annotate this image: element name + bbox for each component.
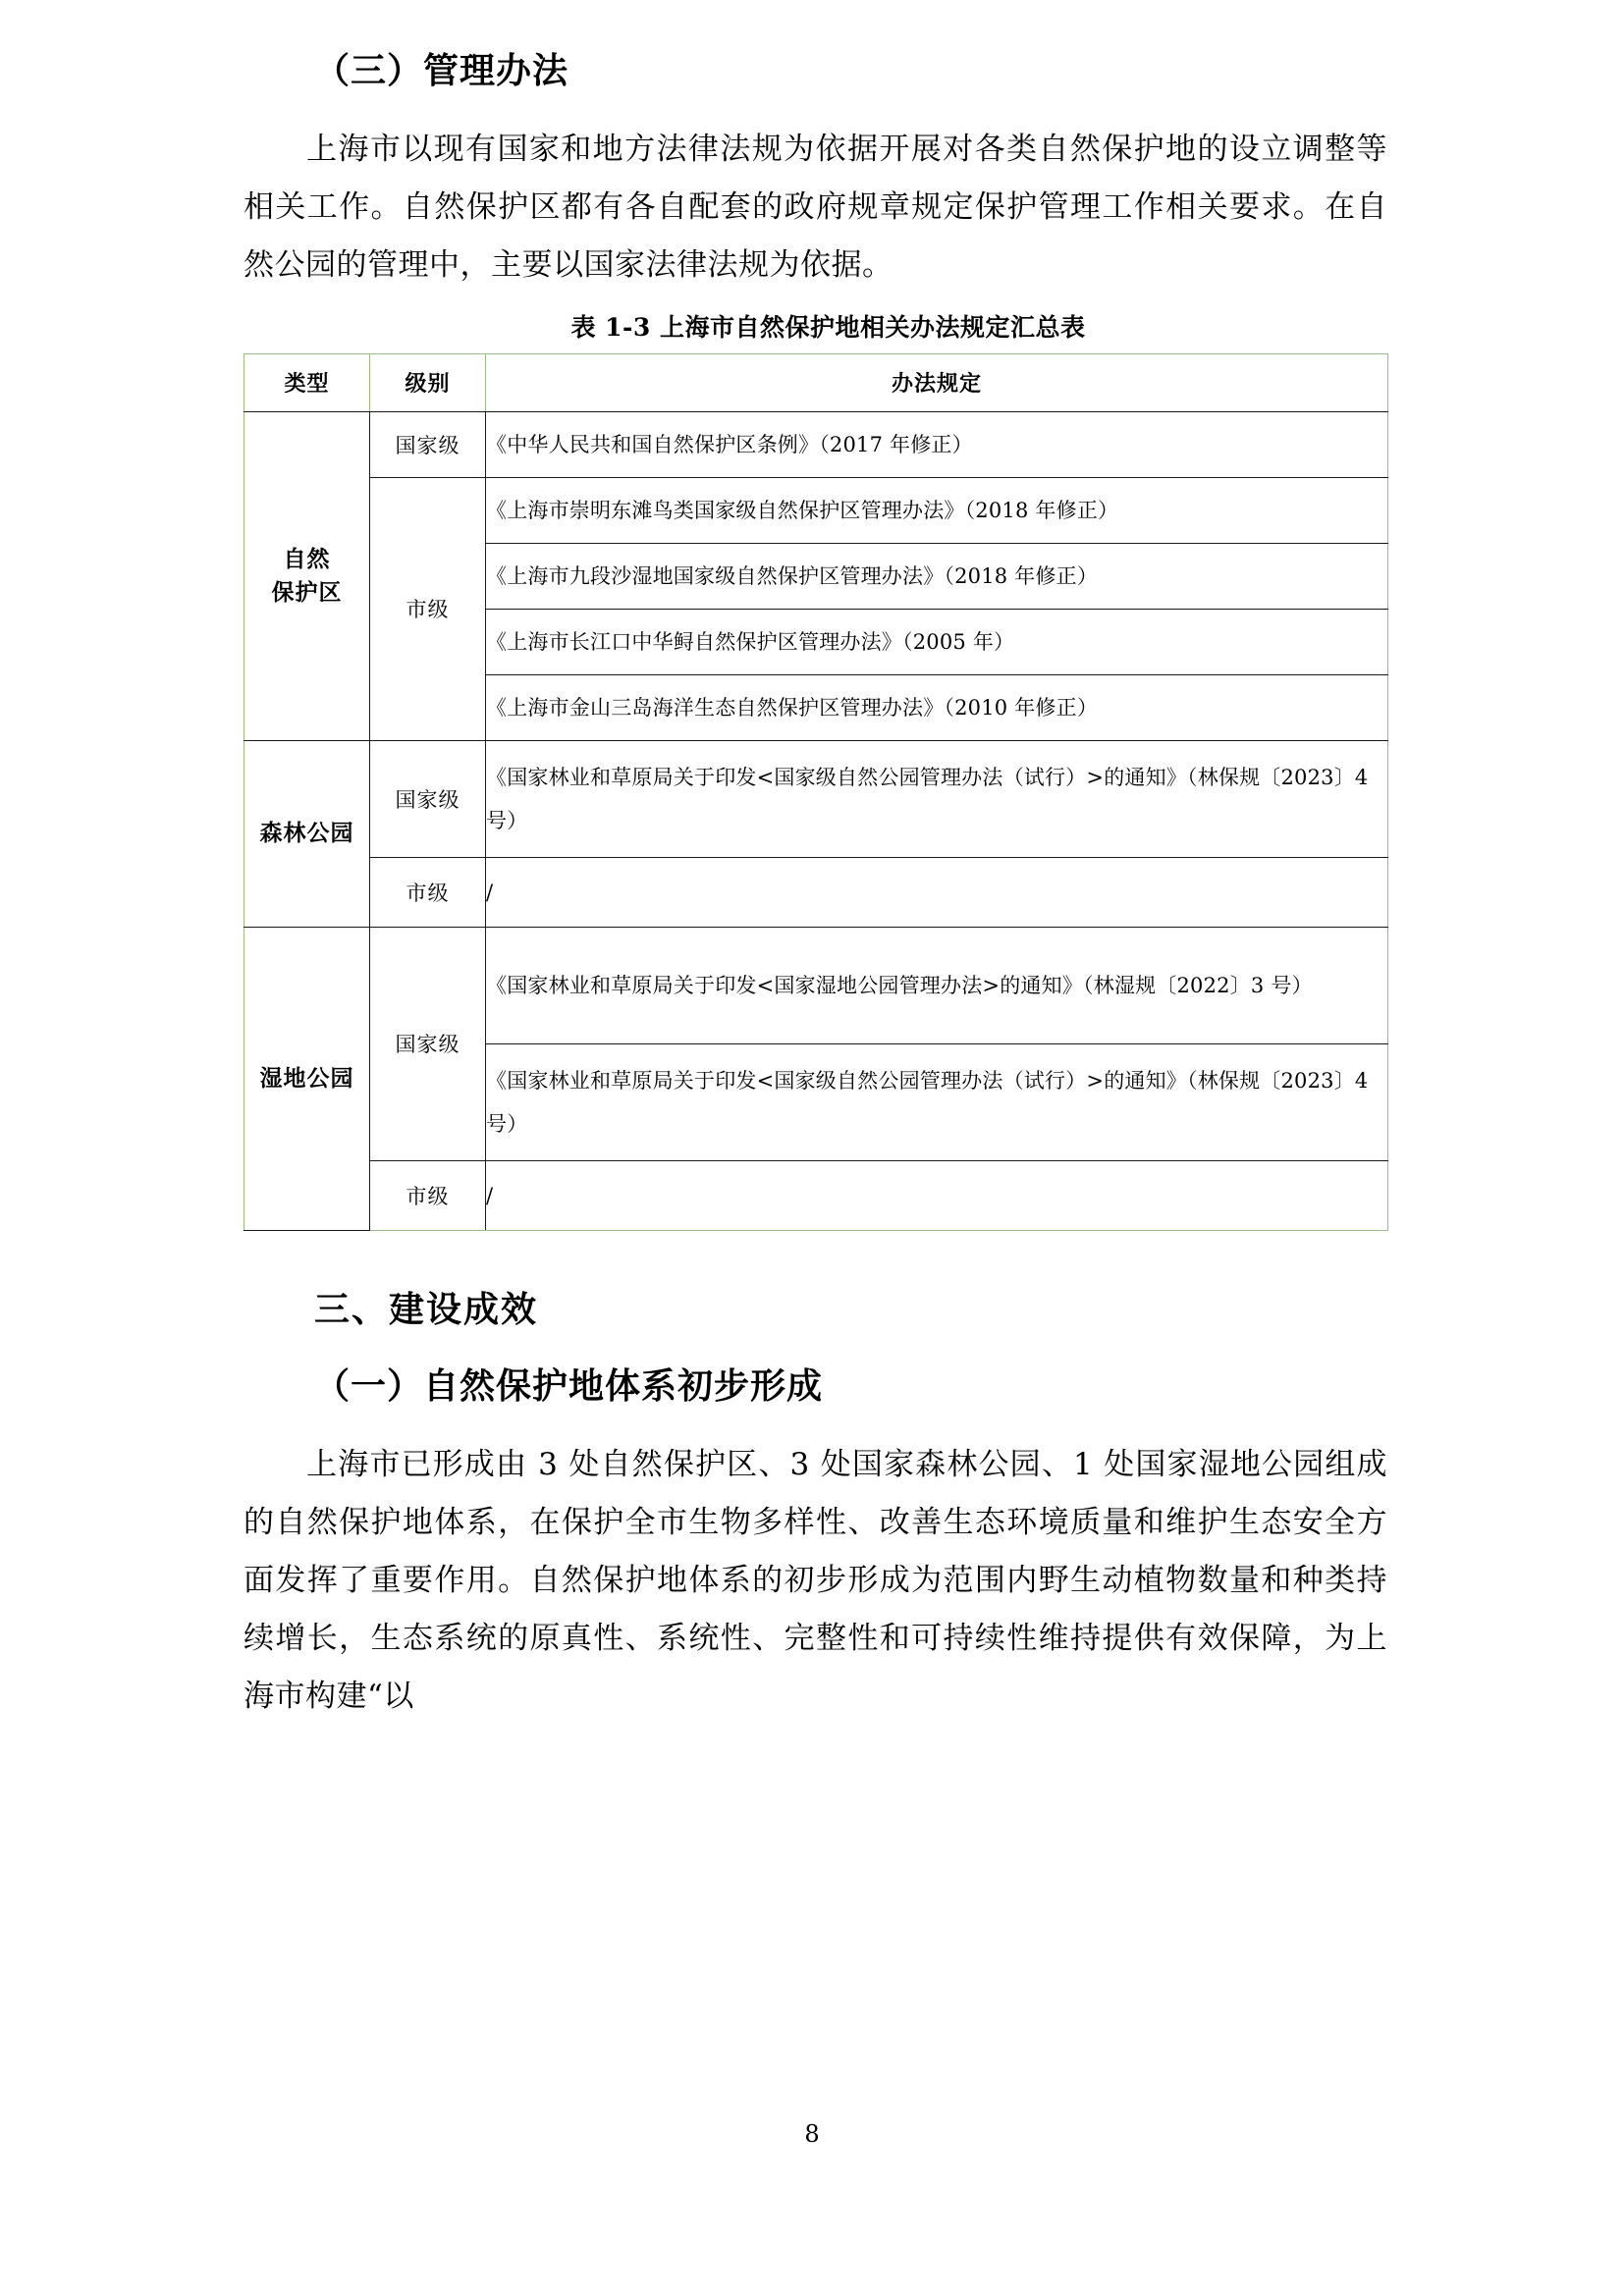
table-row (244, 411, 1388, 477)
table-row (244, 1160, 1388, 1230)
cell-rule: 《国家林业和草原局关于印发<国家级自然公园管理办法（试行）>的通知》（林保规〔2023〕4 号） (486, 1043, 1388, 1160)
table-row (244, 857, 1388, 927)
spacer-after-heading-chengxiao (244, 1333, 1387, 1362)
paragraph-guanli-banfa: 上海市以现有国家和地方法律法规为依据开展对各类自然保护地的设立调整等相关工作。自然保护区都有各自配套的政府规章规定保护管理工作相关要求。在自然公园的管理中，主要以国家法律法规为依据。 (244, 131, 1387, 283)
table-body (244, 411, 1388, 1230)
spacer-after-table (244, 1231, 1387, 1286)
cell-rule: 《上海市金山三岛海洋生态自然保护区管理办法》（2010 年修正） (486, 674, 1388, 740)
spacer-after-heading-guanli (244, 95, 1387, 121)
heading-jianshe-chengxiao: 三、建设成效 (314, 1288, 539, 1330)
cell-level-national: 国家级 (370, 927, 486, 1160)
table-caption: 表 1-3 上海市自然保护地相关办法规定汇总表 (570, 312, 1086, 342)
spacer-before-table-caption (244, 294, 1387, 308)
heading-tixi-chubu-xingcheng: （一）自然保护地体系初步形成 (314, 1365, 824, 1408)
cell-type-nature-reserve: 自然 保护区 (244, 411, 370, 740)
column-header-type: 类型 (244, 353, 370, 411)
cell-level-municipal: 市级 (370, 857, 486, 927)
table-row (244, 740, 1388, 857)
spacer-after-heading-tixi (244, 1411, 1387, 1436)
heading-guanli-banfa: （三）管理办法 (314, 50, 569, 91)
table-row (244, 477, 1388, 543)
cell-rule: 《上海市长江口中华鲟自然保护区管理办法》（2005 年） (486, 609, 1388, 674)
table-header (244, 353, 1388, 411)
table-row (244, 927, 1388, 1043)
column-header-level: 级别 (370, 353, 486, 411)
top-spacer (244, 0, 1387, 47)
cell-rule: / (486, 857, 1388, 927)
table-header-row (244, 353, 1388, 411)
cell-type-wetland-park: 湿地公园 (244, 927, 370, 1230)
paragraph-tixi-chubu-xingcheng: 上海市已形成由 3 处自然保护区、3 处国家森林公园、1 处国家湿地公园组成的自然保护地体系，在保护全市生物多样性、改善生态环境质量和维护生态安全方面发挥了重要作用。自然保护地体系的初步形成为范围内野生动植物数量和种类持续增长，生态系统的原真性、系统性、完整性和可持续性维持提供有效保障，为上海市构建“以 (244, 1446, 1387, 1714)
cell-rule: 《国家林业和草原局关于印发<国家湿地公园管理办法>的通知》（林湿规〔2022〕3 号） (486, 927, 1388, 1043)
cell-level-municipal: 市级 (370, 1160, 486, 1230)
cell-rule: 《中华人民共和国自然保护区条例》（2017 年修正） (486, 411, 1388, 477)
page-number: 8 (804, 2120, 820, 2148)
regulations-table (244, 353, 1388, 1231)
column-header-rule: 办法规定 (486, 353, 1388, 411)
cell-level-municipal: 市级 (370, 477, 486, 740)
cell-rule: 《上海市崇明东滩鸟类国家级自然保护区管理办法》（2018 年修正） (486, 477, 1388, 543)
cell-level-national: 国家级 (370, 411, 486, 477)
cell-rule: 《上海市九段沙湿地国家级自然保护区管理办法》（2018 年修正） (486, 543, 1388, 609)
cell-level-national: 国家级 (370, 740, 486, 857)
cell-rule: 《国家林业和草原局关于印发<国家级自然公园管理办法（试行）>的通知》（林保规〔2023〕4 号） (486, 740, 1388, 857)
page-content (244, 0, 1387, 1726)
cell-rule: / (486, 1160, 1388, 1230)
cell-type-forest-park: 森林公园 (244, 740, 370, 927)
